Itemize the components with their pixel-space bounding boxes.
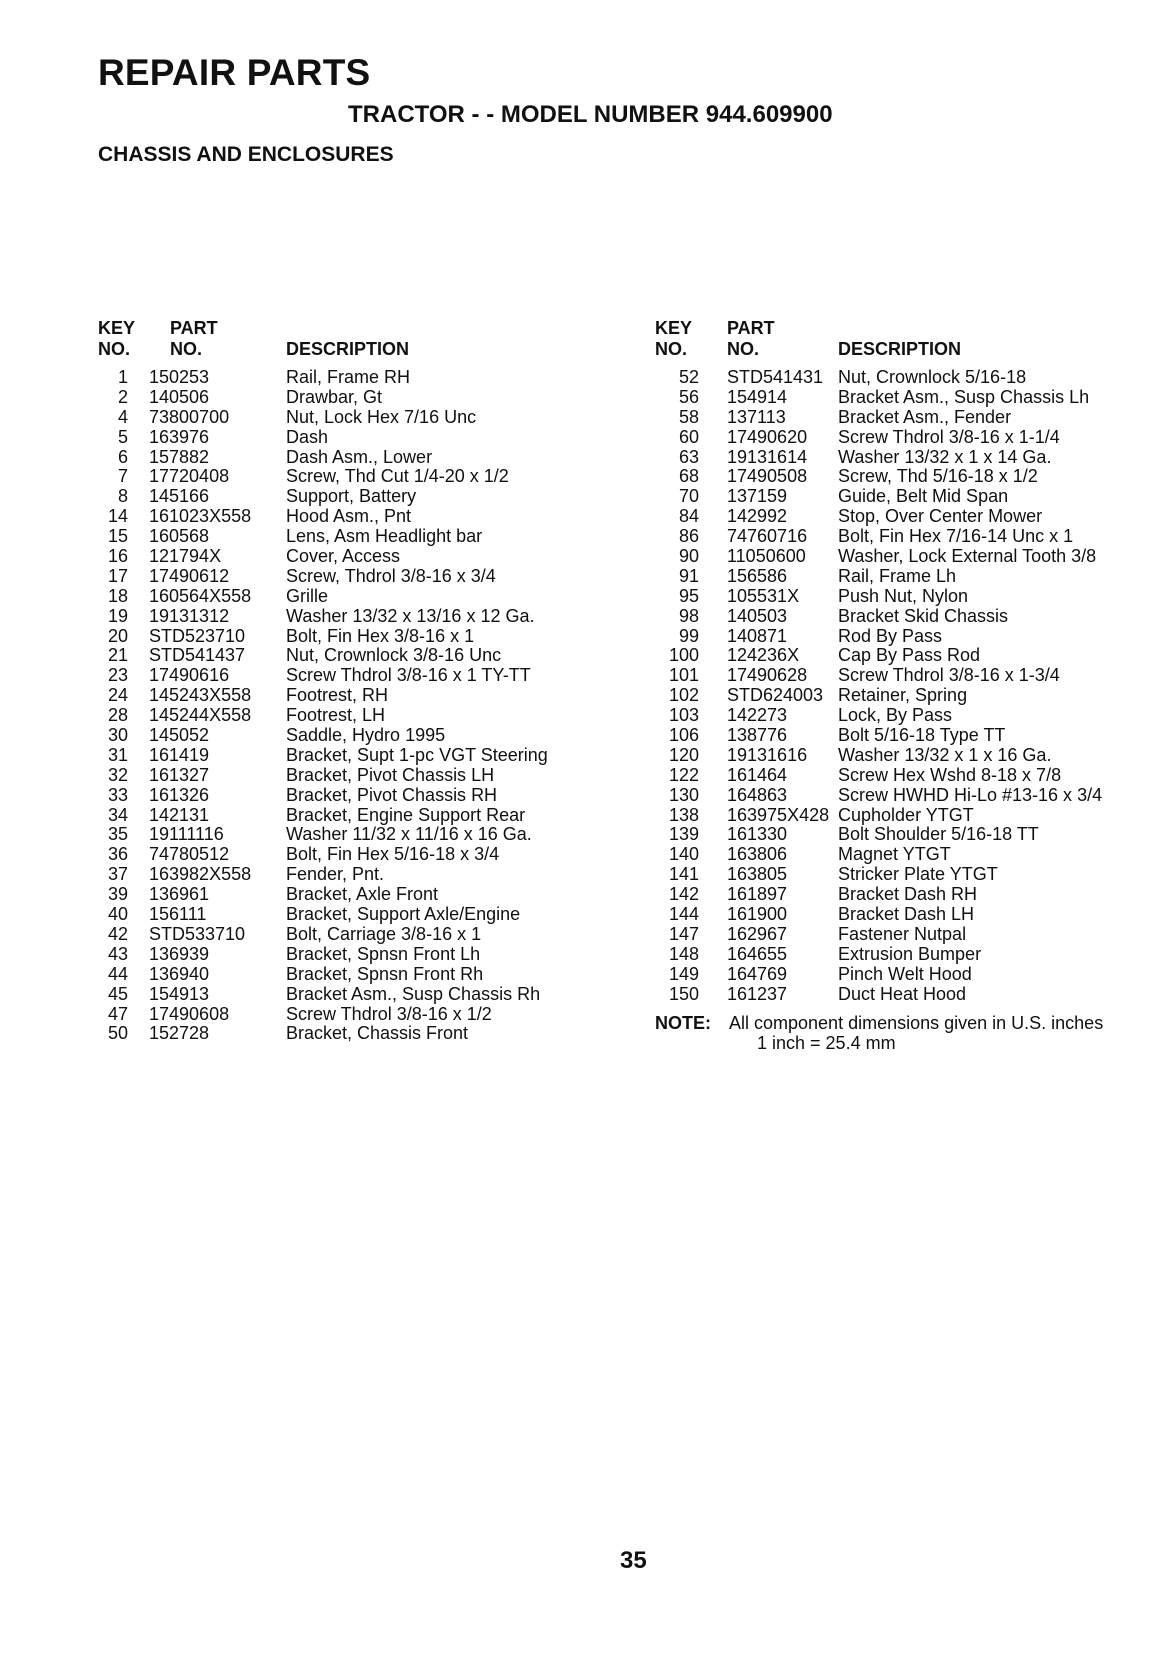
part-description: Rod By Pass [838,625,943,646]
part-number: 154914 [727,386,788,407]
key-number: 99 [678,625,699,646]
part-number: 140503 [727,605,788,626]
part-number: 136961 [149,884,210,905]
key-header-no: NO. [655,339,688,359]
parts-row [98,448,598,468]
part-number: 17490608 [149,1003,230,1024]
column-headers-left [98,318,598,366]
part-number: STD523710 [149,625,246,646]
part-number: STD533710 [149,923,246,944]
part-number: 161900 [727,904,788,925]
part-number: 121794X [149,546,222,567]
part-description: Bracket, Spnsn Front Rh [286,963,484,984]
key-number: 34 [107,804,128,825]
parts-row [655,806,1160,826]
key-number: 1 [117,367,128,387]
key-number: 141 [668,864,699,885]
parts-row [98,905,598,925]
key-number: 4 [117,406,128,427]
part-description: Bracket, Pivot Chassis LH [286,764,495,785]
parts-row [655,985,1160,1005]
part-description: Bracket, Engine Support Rear [286,804,526,825]
key-number: 144 [668,904,699,925]
part-number: 140871 [727,625,788,646]
parts-row [98,945,598,965]
part-description: Pinch Welt Hood [838,963,972,984]
description-header: DESCRIPTION [838,339,962,359]
part-number: 142131 [149,804,210,825]
part-number: 124236X [727,645,800,666]
key-number: 2 [117,386,128,407]
part-number: 164655 [727,943,788,964]
part-description: Bracket, Support Axle/Engine [286,904,521,925]
key-number: 36 [107,844,128,865]
key-number: 6 [117,446,128,467]
parts-row [98,925,598,945]
key-number: 7 [117,466,128,487]
part-number: 137159 [727,486,788,507]
part-number: 161419 [149,744,210,765]
part-description: Bracket, Axle Front [286,884,439,905]
parts-row [655,547,1160,567]
part-description: Lens, Asm Headlight bar [286,526,483,547]
parts-row [655,925,1160,945]
part-description: Screw HWHD Hi-Lo #13-16 x 3/4 [838,784,1103,805]
part-number: 160568 [149,526,210,547]
part-number: 157882 [149,446,210,467]
part-description: Washer 11/32 x 11/16 x 16 Ga. [286,824,532,845]
key-number: 33 [107,784,128,805]
parts-row [98,686,598,706]
page-number: 35 [620,1547,647,1574]
key-number: 17 [107,565,128,586]
parts-row [98,428,598,448]
key-number: 84 [678,506,699,527]
note-text: All component dimensions given in U.S. inches [729,1012,1104,1033]
part-number: 19131614 [727,446,808,467]
key-number: 103 [668,705,699,726]
key-number: 32 [107,764,128,785]
part-description: Push Nut, Nylon [838,585,969,606]
key-number: 24 [107,685,128,706]
part-number: 156586 [727,565,788,586]
key-number: 98 [678,605,699,626]
part-number: 105531X [727,585,800,606]
key-number: 40 [107,904,128,925]
part-description: Nut, Lock Hex 7/16 Unc [286,406,477,427]
key-header-no: NO. [98,339,131,359]
part-number: 17490612 [149,565,230,586]
part-number: 163806 [727,844,788,865]
key-number: 100 [668,645,699,666]
key-number: 149 [668,963,699,984]
part-description: Footrest, LH [286,705,386,726]
part-description: Rail, Frame Lh [838,565,957,586]
key-number: 21 [107,645,128,666]
key-number: 142 [668,884,699,905]
part-description: Dash Asm., Lower [286,446,433,467]
part-description: Dash [286,426,329,447]
part-number: 156111 [149,904,207,925]
column-headers-right [655,318,1160,366]
key-number: 148 [668,943,699,964]
part-number: 164863 [727,784,788,805]
parts-row [98,985,598,1005]
part-description: Fastener Nutpal [838,923,967,944]
key-number: 37 [107,864,128,885]
key-number: 101 [668,665,699,686]
part-description: Screw Thdrol 3/8-16 x 1-1/4 [838,426,1060,447]
part-description: Bracket, Chassis Front [286,1023,469,1044]
part-description: Bracket Asm., Fender [838,406,1012,427]
part-description: Screw Thdrol 3/8-16 x 1/2 [286,1003,492,1024]
key-number: 68 [678,466,699,487]
part-description: Washer 13/32 x 1 x 14 Ga. [838,446,1052,467]
part-description: Fender, Pnt. [286,864,385,885]
key-number: 95 [678,585,699,606]
part-description: Screw Thdrol 3/8-16 x 1 TY-TT [286,665,531,686]
key-number: 35 [107,824,128,845]
part-description: Bracket Dash LH [838,904,975,925]
parts-row [98,368,598,388]
key-number: 139 [668,824,699,845]
parts-row [655,408,1160,428]
part-description: Screw Thdrol 3/8-16 x 1-3/4 [838,665,1060,686]
part-description: Washer, Lock External Tooth 3/8 [838,546,1097,567]
part-number: STD541437 [149,645,246,666]
part-header-no: NO. [170,339,203,359]
key-number: 150 [668,983,699,1004]
part-number: 162967 [727,923,788,944]
key-number: 47 [107,1003,128,1024]
part-description: Bracket Asm., Susp Chassis Lh [838,386,1090,407]
parts-row [98,825,598,845]
part-description: Washer 13/32 x 1 x 16 Ga. [838,744,1052,765]
part-number: 150253 [149,367,210,387]
part-number: 145243X558 [149,685,252,706]
parts-row [98,845,598,865]
parts-row [98,766,598,786]
key-number: 52 [678,367,699,387]
parts-row [655,368,1160,388]
parts-row [655,527,1160,547]
parts-row [98,627,598,647]
note-label: NOTE: [655,1012,711,1033]
part-number: 145052 [149,725,210,746]
key-number: 106 [668,725,699,746]
key-number: 63 [678,446,699,467]
key-number: 147 [668,923,699,944]
part-number: 19131312 [149,605,230,626]
part-number: 74780512 [149,844,230,865]
part-number: 163976 [149,426,210,447]
key-number: 130 [668,784,699,805]
parts-row [655,646,1160,666]
part-number: 161326 [149,784,210,805]
key-number: 56 [678,386,699,407]
key-number: 70 [678,486,699,507]
parts-row [655,627,1160,647]
part-number: STD541431 [727,367,824,387]
part-description: Bracket Skid Chassis [838,605,1009,626]
part-number: 142273 [727,705,788,726]
key-header: KEY [655,318,693,338]
key-number: 20 [107,625,128,646]
parts-row [655,706,1160,726]
key-number: 60 [678,426,699,447]
part-number: 142992 [727,506,788,527]
parts-row [98,547,598,567]
part-number: 161327 [149,764,210,785]
parts-row [655,567,1160,587]
parts-row [98,706,598,726]
part-description: Bolt 5/16-18 Type TT [838,725,1006,746]
part-number: 136940 [149,963,210,984]
part-number: 164769 [727,963,788,984]
parts-row [98,607,598,627]
parts-row [98,587,598,607]
parts-row [655,965,1160,985]
part-description: Cap By Pass Rod [838,645,981,666]
key-number: 58 [678,406,699,427]
parts-row [98,786,598,806]
part-description: Bracket, Spnsn Front Lh [286,943,481,964]
parts-row [98,1005,598,1025]
parts-row [655,786,1160,806]
part-number: 19111116 [149,824,224,845]
parts-row [98,885,598,905]
key-number: 44 [107,963,128,984]
note-conversion: 1 inch = 25.4 mm [757,1032,896,1053]
key-number: 19 [107,605,128,626]
part-number: 145244X558 [149,705,252,726]
part-description: Bracket, Supt 1-pc VGT Steering [286,744,548,765]
part-number: 17490620 [727,426,808,447]
part-description: Grille [286,585,329,606]
parts-row [98,507,598,527]
key-number: 90 [678,546,699,567]
key-number: 42 [107,923,128,944]
part-description: Bolt, Fin Hex 5/16-18 x 3/4 [286,844,500,865]
part-description: Bracket Dash RH [838,884,978,905]
part-description: Guide, Belt Mid Span [838,486,1009,507]
part-number: 136939 [149,943,210,964]
part-number: 163982X558 [149,864,252,885]
part-number: 17490616 [149,665,230,686]
key-number: 140 [668,844,699,865]
key-number: 31 [107,744,128,765]
parts-row [655,448,1160,468]
parts-row [655,507,1160,527]
key-number: 122 [668,764,699,785]
parts-row [98,467,598,487]
part-number: 17490628 [727,665,808,686]
part-description: Screw, Thdrol 3/8-16 x 3/4 [286,565,496,586]
key-number: 102 [668,685,699,706]
parts-row [98,567,598,587]
part-number: 74760716 [727,526,808,547]
part-number: 138776 [727,725,788,746]
part-description: Stricker Plate YTGT [838,864,998,885]
part-description: Retainer, Spring [838,685,968,706]
part-description: Footrest, RH [286,685,389,706]
part-description: Nut, Crownlock 3/8-16 Unc [286,645,502,666]
parts-row [98,965,598,985]
part-number: 73800700 [149,406,230,427]
key-number: 18 [107,585,128,606]
part-description: Bolt Shoulder 5/16-18 TT [838,824,1039,845]
part-description: Bracket, Pivot Chassis RH [286,784,498,805]
part-number: 17490508 [727,466,808,487]
key-number: 15 [107,526,128,547]
key-number: 39 [107,884,128,905]
parts-row [98,746,598,766]
parts-row [655,587,1160,607]
parts-row [655,945,1160,965]
part-number: 161023X558 [149,506,252,527]
parts-row [655,686,1160,706]
part-description: Duct Heat Hood [838,983,967,1004]
parts-row [655,487,1160,507]
part-description: Cover, Access [286,546,401,567]
key-number: 120 [668,744,699,765]
part-number: 19131616 [727,744,808,765]
parts-row [98,646,598,666]
part-description: Drawbar, Gt [286,386,383,407]
key-number: 23 [107,665,128,686]
part-description: Bracket Asm., Susp Chassis Rh [286,983,541,1004]
part-description: Bolt, Carriage 3/8-16 x 1 [286,923,482,944]
key-number: 5 [117,426,128,447]
part-number: 163975X428 [727,804,830,825]
parts-row [98,527,598,547]
parts-row [98,388,598,408]
key-number: 45 [107,983,128,1004]
parts-row [98,666,598,686]
key-number: 8 [117,486,128,507]
parts-row [655,666,1160,686]
part-description: Cupholder YTGT [838,804,974,825]
part-description: Bolt, Fin Hex 3/8-16 x 1 [286,625,475,646]
model-number-heading: TRACTOR - - MODEL NUMBER 944.609900 [348,101,833,128]
parts-row [655,845,1160,865]
part-number: 163805 [727,864,788,885]
parts-rows-left [98,368,598,1044]
parts-row [655,865,1160,885]
part-number: 145166 [149,486,210,507]
key-number: 43 [107,943,128,964]
part-description: Screw, Thd 5/16-18 x 1/2 [838,466,1038,487]
part-description: Washer 13/32 x 13/16 x 12 Ga. [286,605,535,626]
part-number: 11050600 [727,546,806,567]
part-description: Magnet YTGT [838,844,951,865]
part-number: 161237 [727,983,788,1004]
parts-row [655,766,1160,786]
part-description: Stop, Over Center Mower [838,506,1043,527]
parts-row [655,428,1160,448]
parts-row [655,467,1160,487]
parts-row [655,825,1160,845]
part-number: 161330 [727,824,788,845]
part-description: Hood Asm., Pnt [286,506,412,527]
parts-row [98,726,598,746]
parts-row [98,487,598,507]
part-number: 17720408 [149,466,230,487]
part-header: PART [170,318,218,338]
part-description: Support, Battery [286,486,417,507]
parts-row [98,806,598,826]
part-description: Saddle, Hydro 1995 [286,725,446,746]
parts-row [655,885,1160,905]
part-description: Extrusion Bumper [838,943,982,964]
part-number: 160564X558 [149,585,252,606]
part-header-no: NO. [727,339,760,359]
part-description: Bolt, Fin Hex 7/16-14 Unc x 1 [838,526,1074,547]
part-description: Screw, Thd Cut 1/4-20 x 1/2 [286,466,509,487]
parts-row [655,746,1160,766]
parts-row [655,726,1160,746]
parts-row [655,388,1160,408]
page-title: REPAIR PARTS [98,52,371,93]
parts-list-left [98,318,598,1044]
part-header: PART [727,318,775,338]
part-description: Nut, Crownlock 5/16-18 [838,367,1027,387]
part-number: 140506 [149,386,210,407]
part-description: Rail, Frame RH [286,367,411,387]
key-number: 138 [668,804,699,825]
part-number: 161897 [727,884,788,905]
key-header: KEY [98,318,136,338]
part-description: Lock, By Pass [838,705,953,726]
parts-row [98,408,598,428]
section-heading: CHASSIS AND ENCLOSURES [98,143,394,166]
part-number: 154913 [149,983,210,1004]
parts-list-right [655,318,1160,1053]
part-number: 161464 [727,764,788,785]
part-description: Screw Hex Wshd 8-18 x 7/8 [838,764,1062,785]
key-number: 14 [107,506,128,527]
part-number: 152728 [149,1023,210,1044]
parts-row [655,905,1160,925]
key-number: 16 [107,546,128,567]
key-number: 28 [107,705,128,726]
key-number: 50 [107,1023,128,1044]
part-number: STD624003 [727,685,824,706]
key-number: 30 [107,725,128,746]
key-number: 86 [678,526,699,547]
parts-row [98,865,598,885]
parts-row [655,607,1160,627]
parts-rows-right [655,368,1160,1005]
parts-row [98,1024,598,1044]
description-header: DESCRIPTION [286,339,410,359]
key-number: 91 [678,565,699,586]
part-number: 137113 [727,406,786,427]
